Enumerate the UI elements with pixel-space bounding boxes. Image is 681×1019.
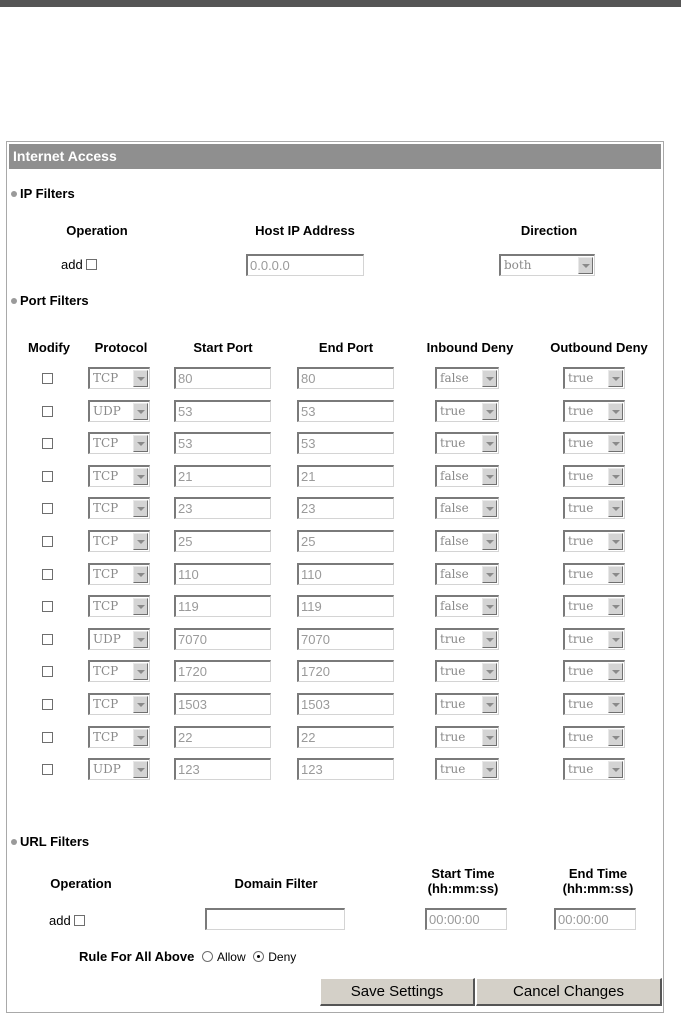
deny-label: Deny	[268, 950, 297, 964]
modify-checkbox[interactable]	[42, 569, 53, 580]
protocol-select[interactable]	[88, 563, 150, 585]
ip-add-checkbox[interactable]	[86, 259, 97, 270]
inbound-deny-select-value: true	[440, 436, 466, 450]
inbound-deny-select[interactable]	[435, 465, 499, 487]
inbound-deny-select[interactable]	[435, 660, 499, 682]
chevron-down-icon[interactable]	[482, 468, 497, 485]
chevron-down-icon[interactable]	[608, 566, 623, 583]
outbound-deny-select[interactable]	[563, 595, 625, 617]
bullet-icon	[11, 191, 17, 197]
chevron-down-icon[interactable]	[482, 370, 497, 387]
start-port-input[interactable]: 53	[174, 432, 271, 454]
protocol-select-value: TCP	[93, 534, 119, 548]
ip-filters-title-text: IP Filters	[20, 186, 75, 201]
protocol-select[interactable]	[88, 400, 150, 422]
inbound-deny-select-value: true	[440, 730, 466, 744]
end-port-input[interactable]: 53	[297, 400, 394, 422]
start-port-input[interactable]: 21	[174, 465, 271, 487]
start-time-format-text: (hh:mm:ss)	[427, 881, 499, 896]
chevron-down-icon[interactable]	[608, 403, 623, 420]
url-add-text: add	[49, 913, 71, 928]
ip-add-text: add	[61, 257, 83, 272]
inbound-deny-select-value: false	[440, 469, 469, 483]
modify-checkbox[interactable]	[42, 699, 53, 710]
protocol-select[interactable]	[88, 497, 150, 519]
modify-checkbox[interactable]	[42, 438, 53, 449]
direction-select[interactable]	[499, 254, 595, 276]
inbound-deny-select[interactable]	[435, 595, 499, 617]
end-port-input[interactable]: 1720	[297, 660, 394, 682]
host-ip-header: Host IP Address	[255, 223, 355, 238]
url-filters-section-title	[11, 834, 89, 850]
chevron-down-icon[interactable]	[608, 533, 623, 550]
panel-title: Internet Access	[9, 144, 661, 169]
inbound-deny-select[interactable]	[435, 367, 499, 389]
top-bar	[0, 0, 681, 7]
chevron-down-icon[interactable]	[133, 598, 148, 615]
chevron-down-icon[interactable]	[482, 403, 497, 420]
allow-radio[interactable]	[202, 951, 213, 962]
outbound-deny-select-value: true	[568, 404, 594, 418]
protocol-select-value: UDP	[93, 404, 121, 418]
chevron-down-icon[interactable]	[608, 435, 623, 452]
protocol-header: Protocol	[94, 340, 148, 355]
host-ip-input[interactable]: 0.0.0.0	[246, 254, 364, 276]
save-settings-button[interactable]: Save Settings	[320, 978, 475, 1006]
modify-checkbox[interactable]	[42, 373, 53, 384]
outbound-deny-select-value: true	[568, 501, 594, 515]
end-port-input[interactable]: 21	[297, 465, 394, 487]
chevron-down-icon[interactable]	[482, 696, 497, 713]
chevron-down-icon[interactable]	[133, 696, 148, 713]
chevron-down-icon[interactable]	[482, 533, 497, 550]
modify-checkbox[interactable]	[42, 764, 53, 775]
end-port-input[interactable]: 110	[297, 563, 394, 585]
inbound-deny-select-value: false	[440, 501, 469, 515]
outbound-deny-select[interactable]	[563, 726, 625, 748]
inbound-deny-select-value: true	[440, 632, 466, 646]
modify-checkbox[interactable]	[42, 406, 53, 417]
inbound-deny-select[interactable]	[435, 693, 499, 715]
domain-filter-header: Domain Filter	[234, 876, 318, 891]
protocol-select[interactable]	[88, 628, 150, 650]
outbound-deny-select[interactable]	[563, 758, 625, 780]
outbound-deny-select-value: true	[568, 371, 594, 385]
inbound-deny-select[interactable]	[435, 628, 499, 650]
deny-radio[interactable]	[253, 951, 264, 962]
chevron-down-icon[interactable]	[608, 468, 623, 485]
modify-checkbox[interactable]	[42, 471, 53, 482]
end-time-header-text: End Time	[568, 866, 628, 881]
modify-header: Modify	[28, 340, 70, 355]
protocol-select-value: TCP	[93, 371, 119, 385]
outbound-deny-select[interactable]	[563, 367, 625, 389]
protocol-select-value: TCP	[93, 501, 119, 515]
chevron-down-icon[interactable]	[482, 435, 497, 452]
start-port-input[interactable]: 23	[174, 497, 271, 519]
start-port-input[interactable]: 25	[174, 530, 271, 552]
outbound-deny-select[interactable]	[563, 497, 625, 519]
protocol-select[interactable]	[88, 660, 150, 682]
modify-checkbox[interactable]	[42, 732, 53, 743]
end-port-input[interactable]: 25	[297, 530, 394, 552]
chevron-down-icon[interactable]	[482, 663, 497, 680]
outbound-deny-select-value: true	[568, 436, 594, 450]
chevron-down-icon[interactable]	[608, 663, 623, 680]
modify-checkbox[interactable]	[42, 601, 53, 612]
chevron-down-icon[interactable]	[133, 729, 148, 746]
inbound-deny-select[interactable]	[435, 758, 499, 780]
domain-filter-input[interactable]	[205, 908, 345, 930]
bullet-icon	[11, 839, 17, 845]
outbound-deny-select[interactable]	[563, 530, 625, 552]
outbound-deny-select-value: true	[568, 567, 594, 581]
url-add-checkbox[interactable]	[74, 915, 85, 926]
chevron-down-icon[interactable]	[608, 500, 623, 517]
end-time-input[interactable]: 00:00:00	[554, 908, 636, 930]
protocol-select-value: TCP	[93, 599, 119, 613]
outbound-deny-select-value: true	[568, 730, 594, 744]
inbound-deny-select[interactable]	[435, 726, 499, 748]
inbound-deny-select-value: true	[440, 697, 466, 711]
start-port-input[interactable]: 110	[174, 563, 271, 585]
start-port-input[interactable]: 80	[174, 367, 271, 389]
outbound-deny-select[interactable]	[563, 693, 625, 715]
outbound-deny-select-value: true	[568, 697, 594, 711]
direction-value: both	[504, 258, 532, 272]
inbound-deny-select-value: false	[440, 534, 469, 548]
chevron-down-icon[interactable]	[133, 533, 148, 550]
inbound-deny-select-value: true	[440, 404, 466, 418]
protocol-select-value: UDP	[93, 762, 121, 776]
ip-filters-section-title	[11, 186, 75, 202]
chevron-down-icon[interactable]	[133, 403, 148, 420]
protocol-select[interactable]	[88, 465, 150, 487]
inbound-deny-select[interactable]	[435, 497, 499, 519]
protocol-select[interactable]	[88, 758, 150, 780]
start-time-header-text: Start Time	[431, 866, 495, 881]
start-port-input[interactable]: 119	[174, 595, 271, 617]
chevron-down-icon[interactable]	[608, 370, 623, 387]
modify-checkbox[interactable]	[42, 536, 53, 547]
end-time-header	[542, 866, 654, 896]
modify-checkbox[interactable]	[42, 634, 53, 645]
end-port-input[interactable]: 119	[297, 595, 394, 617]
outbound-deny-select-value: true	[568, 664, 594, 678]
chevron-down-icon[interactable]	[133, 761, 148, 778]
protocol-select-value: TCP	[93, 436, 119, 450]
chevron-down-icon[interactable]	[482, 598, 497, 615]
modify-checkbox[interactable]	[42, 503, 53, 514]
chevron-down-icon[interactable]	[578, 257, 593, 274]
cancel-changes-button[interactable]: Cancel Changes	[476, 978, 662, 1006]
outbound-deny-select-value: true	[568, 762, 594, 776]
end-port-header: End Port	[318, 340, 374, 355]
end-port-input[interactable]: 123	[297, 758, 394, 780]
chevron-down-icon[interactable]	[482, 729, 497, 746]
start-port-input[interactable]: 7070	[174, 628, 271, 650]
protocol-select-value: TCP	[93, 730, 119, 744]
end-port-input[interactable]: 80	[297, 367, 394, 389]
rule-label: Rule For All Above	[79, 949, 195, 964]
end-port-input[interactable]: 1503	[297, 693, 394, 715]
chevron-down-icon[interactable]	[608, 761, 623, 778]
port-filters-title-text: Port Filters	[20, 293, 89, 308]
start-time-header	[407, 866, 519, 896]
outbound-deny-select-value: true	[568, 534, 594, 548]
allow-label: Allow	[216, 950, 246, 964]
end-port-input[interactable]: 53	[297, 432, 394, 454]
internet-access-panel	[6, 141, 664, 1013]
start-port-input[interactable]: 1720	[174, 660, 271, 682]
chevron-down-icon[interactable]	[482, 566, 497, 583]
protocol-select[interactable]	[88, 726, 150, 748]
url-operation-header: Operation	[50, 876, 112, 891]
protocol-select-value: TCP	[93, 697, 119, 711]
inbound-deny-select[interactable]	[435, 400, 499, 422]
end-time-format-text: (hh:mm:ss)	[562, 881, 634, 896]
protocol-select-value: TCP	[93, 664, 119, 678]
bullet-icon	[11, 298, 17, 304]
outbound-deny-select-value: true	[568, 469, 594, 483]
protocol-select[interactable]	[88, 432, 150, 454]
inbound-deny-header: Inbound Deny	[426, 340, 514, 355]
protocol-select[interactable]	[88, 367, 150, 389]
inbound-deny-select-value: true	[440, 762, 466, 776]
inbound-deny-select-value: false	[440, 599, 469, 613]
chevron-down-icon[interactable]	[133, 631, 148, 648]
outbound-deny-select[interactable]	[563, 432, 625, 454]
port-filters-section-title	[11, 293, 89, 309]
protocol-select[interactable]	[88, 530, 150, 552]
end-port-input[interactable]: 23	[297, 497, 394, 519]
outbound-deny-select[interactable]	[563, 628, 625, 650]
chevron-down-icon[interactable]	[608, 729, 623, 746]
protocol-select-value: TCP	[93, 469, 119, 483]
protocol-select-value: TCP	[93, 567, 119, 581]
ip-add-label	[61, 257, 97, 273]
chevron-down-icon[interactable]	[133, 468, 148, 485]
start-port-input[interactable]: 53	[174, 400, 271, 422]
chevron-down-icon[interactable]	[482, 761, 497, 778]
outbound-deny-select[interactable]	[563, 563, 625, 585]
chevron-down-icon[interactable]	[133, 566, 148, 583]
outbound-deny-select[interactable]	[563, 400, 625, 422]
start-port-input[interactable]: 1503	[174, 693, 271, 715]
outbound-deny-header: Outbound Deny	[550, 340, 648, 355]
chevron-down-icon[interactable]	[482, 500, 497, 517]
start-time-input[interactable]: 00:00:00	[425, 908, 507, 930]
chevron-down-icon[interactable]	[133, 500, 148, 517]
chevron-down-icon[interactable]	[608, 696, 623, 713]
ip-operation-header: Operation	[66, 223, 128, 238]
inbound-deny-select-value: false	[440, 371, 469, 385]
chevron-down-icon[interactable]	[133, 435, 148, 452]
inbound-deny-select[interactable]	[435, 563, 499, 585]
chevron-down-icon[interactable]	[608, 598, 623, 615]
rule-row	[79, 949, 296, 965]
url-filters-title-text: URL Filters	[20, 834, 90, 849]
protocol-select-value: UDP	[93, 632, 121, 646]
inbound-deny-select-value: false	[440, 567, 469, 581]
end-port-input[interactable]: 7070	[297, 628, 394, 650]
outbound-deny-select[interactable]	[563, 660, 625, 682]
outbound-deny-select[interactable]	[563, 465, 625, 487]
start-port-input[interactable]: 123	[174, 758, 271, 780]
start-port-header: Start Port	[193, 340, 253, 355]
protocol-select[interactable]	[88, 595, 150, 617]
inbound-deny-select[interactable]	[435, 530, 499, 552]
chevron-down-icon[interactable]	[482, 631, 497, 648]
protocol-select[interactable]	[88, 693, 150, 715]
start-port-input[interactable]: 22	[174, 726, 271, 748]
outbound-deny-select-value: true	[568, 632, 594, 646]
inbound-deny-select-value: true	[440, 664, 466, 678]
chevron-down-icon[interactable]	[133, 370, 148, 387]
direction-header: Direction	[520, 223, 578, 238]
chevron-down-icon[interactable]	[608, 631, 623, 648]
inbound-deny-select[interactable]	[435, 432, 499, 454]
end-port-input[interactable]: 22	[297, 726, 394, 748]
chevron-down-icon[interactable]	[133, 663, 148, 680]
modify-checkbox[interactable]	[42, 666, 53, 677]
outbound-deny-select-value: true	[568, 599, 594, 613]
url-add-label	[49, 913, 85, 929]
